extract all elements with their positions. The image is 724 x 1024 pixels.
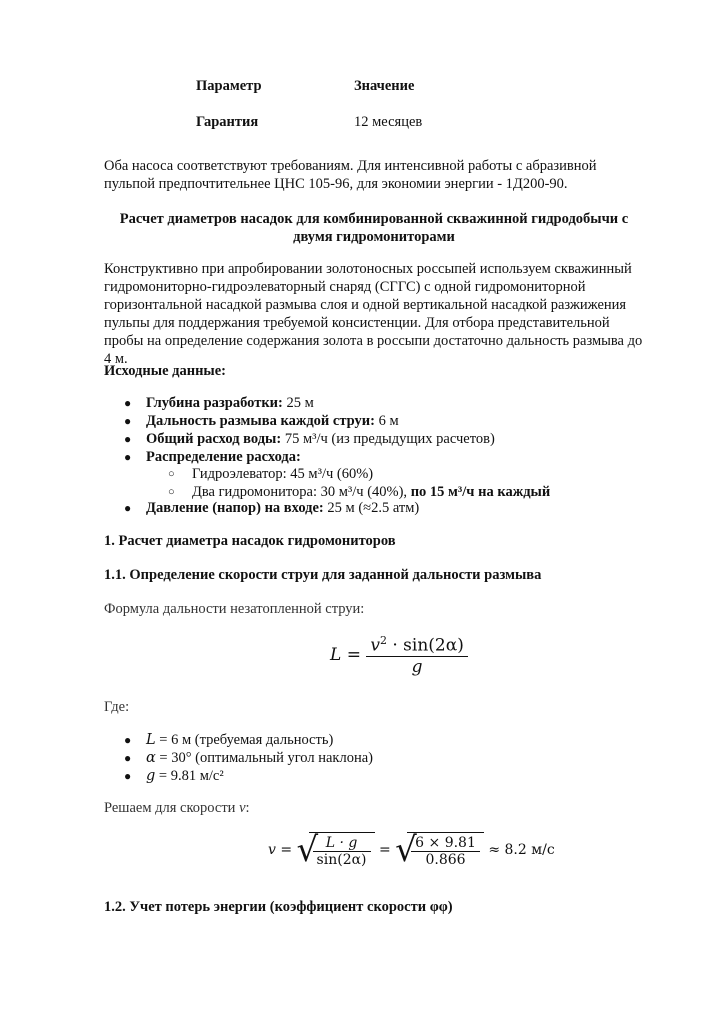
list-item: ● α = 30° (оптимальный угол наклона)	[124, 750, 373, 766]
table-header-row	[196, 78, 422, 96]
where-label: Где:	[104, 699, 130, 715]
heading-1: 1. Расчет диаметра насадок гидромониторов	[104, 533, 396, 549]
velocity-formula: v = √ $\frac{L \cdot g}{\sin(2\alpha)}$ = √ $\frac{6 \times 9.81}{0.866}$ ≈ 8.2 м/с	[268, 830, 555, 870]
table-header-param: Параметр	[196, 78, 262, 94]
range-formula: L = $\frac{v^2 \cdot \sin(2\alpha)}{g}$	[330, 634, 468, 677]
input-data-heading: Исходные данные:	[104, 363, 227, 379]
list-item: ○ Гидроэлеватор: 45 м³/ч (60%)	[168, 466, 374, 482]
list-item: ● Дальность размыва каждой струи: 6 м	[124, 413, 399, 429]
table-cell-param: Гарантия	[196, 114, 259, 130]
table-row	[196, 114, 422, 132]
list-item: ● Распределение расхода:	[124, 449, 301, 465]
table-header-value: Значение	[354, 78, 415, 94]
input-data-list-continued	[124, 499, 420, 517]
list-item: ● g = 9.81 м/с²	[124, 768, 224, 784]
list-item: ● Глубина разработки: 25 м	[124, 395, 314, 411]
table-cell-value: 12 месяцев	[354, 114, 423, 130]
flow-distribution-sublist	[168, 465, 551, 501]
heading-1-2: 1.2. Учет потерь энергии (коэффициент скорости φφ)	[104, 899, 453, 915]
input-data-list	[124, 394, 495, 466]
where-list	[124, 731, 373, 785]
formula-intro: Формула дальности незатопленной струи:	[104, 601, 365, 617]
solve-text: Решаем для скорости v:	[104, 800, 250, 816]
heading-1-1: 1.1. Определение скорости струи для заданной дальности размыва	[104, 567, 542, 583]
list-item: ○ Два гидромонитора: 30 м³/ч (40%), по 15 м³/ч на каждый	[168, 484, 551, 500]
list-item: ● Общий расход воды: 75 м³/ч (из предыдущих расчетов)	[124, 431, 495, 447]
list-item: ● Давление (напор) на входе: 25 м (≈2.5 атм)	[124, 500, 420, 516]
description-paragraph: Конструктивно при апробировании золотоносных россыпей используем скважинный гидромониторно-гидроэлеваторный снаряд (СГГС) с одной гидромониторной горизонтальной насадкой размыва слоя и одной вертикальной насадкой разжижения пульпы для поддержания требуемой консистенции. Для отбора представительной пробы на определение содержания золота в россыпи достаточно дальность размыва до 4 м.	[104, 261, 643, 367]
parameter-table	[196, 78, 422, 132]
list-item: ● L = 6 м (требуемая дальность)	[124, 732, 334, 748]
section-title: Расчет диаметров насадок для комбинированной скважинной гидродобычи с двумя гидромониторами	[119, 211, 629, 245]
intro-paragraph: Оба насоса соответствуют требованиям. Для интенсивной работы с абразивной пульпой предпочтительнее ЦНС 105-96, для экономии энергии - 1Д200-90.	[104, 158, 597, 192]
